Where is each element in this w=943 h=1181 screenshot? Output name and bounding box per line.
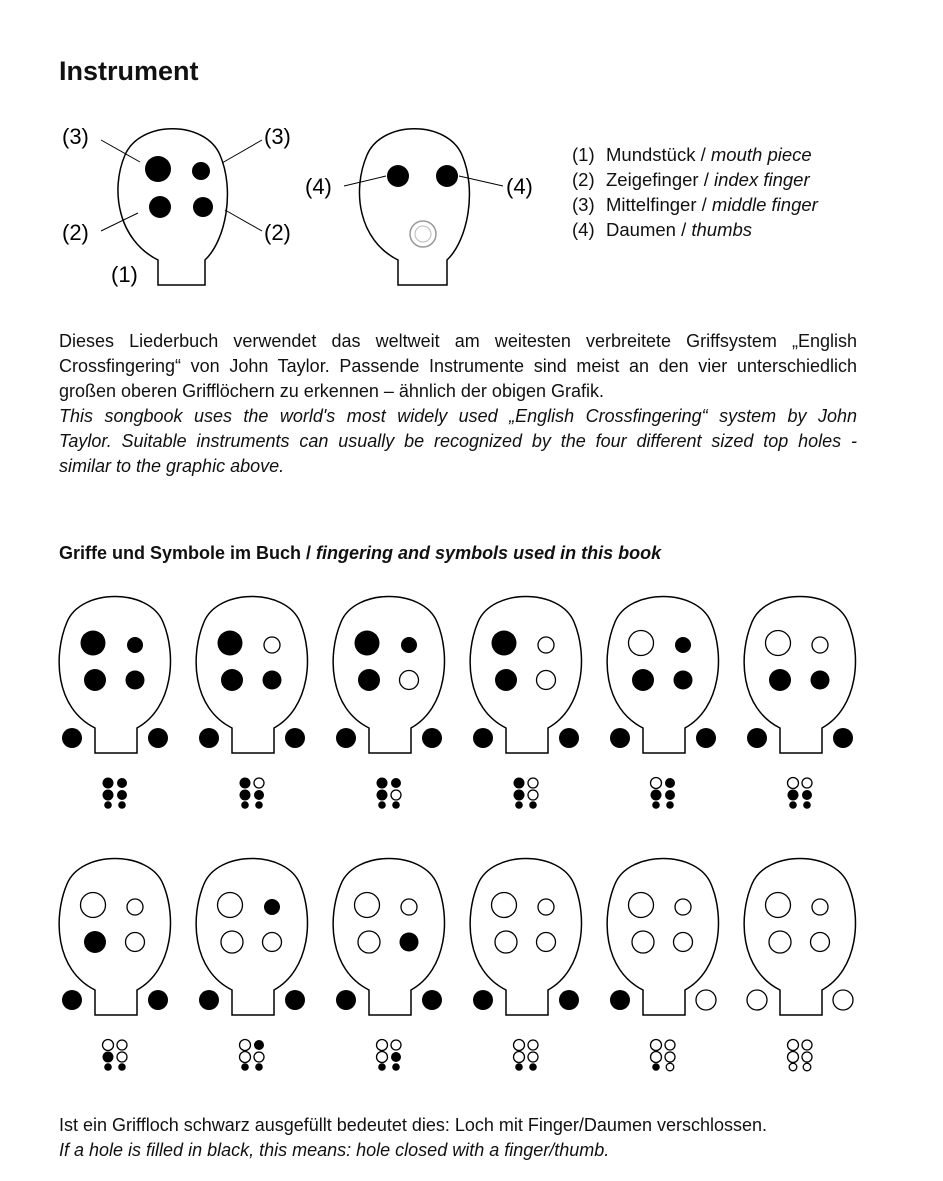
hole-left-bottom — [84, 669, 106, 691]
mini-hole — [117, 778, 127, 788]
thumb-hole-left — [610, 990, 630, 1010]
hole-small-right — [812, 637, 828, 653]
mini-thumb — [652, 801, 660, 809]
mini-thumb — [803, 1063, 811, 1071]
thumb-hole-left — [747, 728, 767, 748]
mini-hole — [514, 1040, 525, 1051]
thumb-hole-left — [336, 728, 356, 748]
hole-left-bottom — [769, 931, 791, 953]
fingering-10 — [470, 859, 581, 1071]
mini-hole — [788, 778, 799, 789]
fingering-symbol — [788, 1040, 813, 1071]
thumb-hole-left — [387, 165, 409, 187]
hole-left-bottom — [358, 669, 380, 691]
mini-hole — [651, 1040, 662, 1051]
mini-hole — [802, 1052, 812, 1062]
mini-hole — [788, 1052, 799, 1063]
hole-left-bottom — [221, 669, 243, 691]
mini-thumb — [666, 1063, 674, 1071]
mini-hole — [377, 1040, 388, 1051]
thumb-hole-right — [436, 165, 458, 187]
fingering-symbol — [651, 778, 676, 809]
fingering-symbol — [651, 1040, 676, 1071]
mini-thumb — [515, 1063, 523, 1071]
intro-paragraph-german: Dieses Liederbuch verwendet das weltweit am weitesten verbreitete Griffsystem „English Crossfingering“ von John Taylor. Passende Instrumente sind meist an den vier unterschiedlich großen oberen Grifflöchern zu erkennen – ähnlich der obigen Grafik. — [59, 331, 857, 401]
fingering-symbol — [514, 1040, 539, 1071]
hole-large-left — [766, 893, 791, 918]
mini-thumb — [241, 1063, 249, 1071]
hole-left-bottom — [632, 931, 654, 953]
mini-hole — [665, 1040, 675, 1050]
fingering-5 — [607, 597, 718, 809]
thumb-hole-right — [148, 990, 168, 1010]
fingering-8 — [196, 859, 307, 1071]
mini-hole — [377, 1052, 388, 1063]
hole-left-bottom — [84, 931, 106, 953]
hole-right-bottom — [537, 933, 556, 952]
mini-thumb — [515, 801, 523, 809]
hole-small-right — [538, 637, 554, 653]
hole-large-left — [629, 631, 654, 656]
fingering-symbol — [103, 1040, 128, 1071]
mini-hole — [528, 778, 538, 788]
fingering-6 — [744, 597, 855, 809]
thumb-hole-right — [696, 728, 716, 748]
hole-small-right — [264, 899, 280, 915]
hole-right-bottom — [400, 933, 419, 952]
hole-small-right — [127, 637, 143, 653]
legend-item: (3) Mittelfinger / middle finger — [572, 194, 818, 215]
mini-hole — [117, 790, 127, 800]
thumb-hole-left — [747, 990, 767, 1010]
ocarina-back-view — [305, 129, 533, 285]
fingering-11 — [607, 859, 718, 1071]
mini-hole — [240, 1052, 251, 1063]
hole-small-right — [812, 899, 828, 915]
mini-hole — [802, 790, 812, 800]
mini-hole — [514, 790, 525, 801]
mini-hole — [802, 1040, 812, 1050]
fingering-symbol — [103, 778, 128, 809]
mini-hole — [391, 1052, 401, 1062]
hole-large-left — [81, 631, 106, 656]
mini-hole — [514, 1052, 525, 1063]
hole-small-right — [401, 899, 417, 915]
thumb-hole-left — [473, 990, 493, 1010]
hole-large-left — [629, 893, 654, 918]
mini-hole — [117, 1052, 127, 1062]
ocarina-front-view — [62, 124, 291, 287]
thumb-hole-left — [199, 728, 219, 748]
hole-left-bottom — [769, 669, 791, 691]
mini-hole — [254, 790, 264, 800]
mini-hole — [514, 778, 525, 789]
hole-left-bottom — [632, 669, 654, 691]
hole-left-bottom — [495, 931, 517, 953]
mini-hole — [651, 790, 662, 801]
mini-thumb — [529, 1063, 537, 1071]
hole-right-bottom — [537, 671, 556, 690]
mini-hole — [103, 1052, 114, 1063]
thumb-hole-right — [422, 728, 442, 748]
footer-note-english: If a hole is filled in black, this means: hole closed with a finger/thumb. — [59, 1140, 610, 1160]
fingering-3 — [333, 597, 444, 809]
mini-hole — [103, 778, 114, 789]
mini-hole — [254, 778, 264, 788]
ocarina-anatomy-diagram — [0, 100, 560, 300]
label-1-mouthpiece: (1) — [111, 262, 138, 287]
label-2-left: (2) — [62, 220, 89, 245]
thumb-hole-right — [833, 728, 853, 748]
legend-item: (4) Daumen / thumbs — [572, 219, 753, 240]
mini-thumb — [118, 1063, 126, 1071]
mini-hole — [528, 1052, 538, 1062]
hole-right-bottom — [674, 933, 693, 952]
hole-right-bottom — [811, 933, 830, 952]
mini-thumb — [803, 801, 811, 809]
mini-hole — [117, 1040, 127, 1050]
fingering-symbol — [240, 778, 265, 809]
mini-thumb — [652, 1063, 660, 1071]
mini-thumb — [392, 1063, 400, 1071]
thumb-hole-left — [62, 990, 82, 1010]
hole-right-bottom — [193, 197, 213, 217]
label-3-right: (3) — [264, 124, 291, 149]
intro-paragraph-english: This songbook uses the world's most widely used „English Crossfingering“ system by John Taylor. Suitable instruments can usually be recognized by the four different sized top holes - similar to the graphic above. — [59, 406, 857, 476]
hole-small-right — [675, 899, 691, 915]
hole-large-left — [492, 893, 517, 918]
fingering-12 — [744, 859, 855, 1071]
mini-hole — [103, 790, 114, 801]
mini-thumb — [255, 801, 263, 809]
mini-hole — [240, 1040, 251, 1051]
hole-right-bottom — [263, 933, 282, 952]
thumb-hole-right — [559, 990, 579, 1010]
thumb-hole-right — [559, 728, 579, 748]
hole-large-left — [81, 893, 106, 918]
mini-hole — [254, 1052, 264, 1062]
fingering-symbol — [240, 1040, 265, 1071]
mini-hole — [528, 1040, 538, 1050]
thumb-hole-left — [62, 728, 82, 748]
fingering-symbol — [788, 778, 813, 809]
mini-thumb — [789, 1063, 797, 1071]
mini-hole — [391, 790, 401, 800]
mini-hole — [665, 790, 675, 800]
mini-hole — [103, 1040, 114, 1051]
hole-small-right — [192, 162, 210, 180]
hole-left-bottom — [358, 931, 380, 953]
mini-hole — [391, 778, 401, 788]
fingering-1 — [59, 597, 170, 809]
hole-small-right — [264, 637, 280, 653]
hole-right-bottom — [674, 671, 693, 690]
mini-hole — [802, 778, 812, 788]
hole-right-bottom — [126, 933, 145, 952]
mini-hole — [377, 790, 388, 801]
mini-hole — [377, 778, 388, 789]
hole-left-bottom — [221, 931, 243, 953]
fingering-4 — [470, 597, 581, 809]
mini-thumb — [529, 801, 537, 809]
label-2-right: (2) — [264, 220, 291, 245]
fingering-9 — [333, 859, 444, 1071]
label-3-left: (3) — [62, 124, 89, 149]
mini-hole — [665, 1052, 675, 1062]
mini-thumb — [378, 1063, 386, 1071]
thumb-hole-right — [285, 728, 305, 748]
thumb-hole-right — [422, 990, 442, 1010]
thumb-hole-left — [199, 990, 219, 1010]
fingering-chart — [0, 580, 943, 1100]
mini-hole — [788, 1040, 799, 1051]
thumb-hole-left — [336, 990, 356, 1010]
hole-right-bottom — [400, 671, 419, 690]
hole-right-bottom — [263, 671, 282, 690]
hole-large-left — [218, 631, 243, 656]
hole-left-bottom — [149, 196, 171, 218]
thumb-hole-left — [610, 728, 630, 748]
mini-thumb — [392, 801, 400, 809]
legend-item: (1) Mundstück / mouth piece — [572, 144, 812, 165]
hole-large-left — [492, 631, 517, 656]
thumb-hole-left — [473, 728, 493, 748]
hole-small-right — [401, 637, 417, 653]
mini-hole — [651, 778, 662, 789]
mini-hole — [665, 778, 675, 788]
label-4-left: (4) — [305, 174, 332, 199]
thumb-hole-right — [833, 990, 853, 1010]
hole-large-left — [766, 631, 791, 656]
thumb-hole-right — [148, 728, 168, 748]
page-title: Instrument — [59, 56, 199, 86]
hole-right-bottom — [811, 671, 830, 690]
hole-legend — [572, 142, 818, 242]
mini-thumb — [118, 801, 126, 809]
mini-hole — [651, 1052, 662, 1063]
hole-large-left — [218, 893, 243, 918]
section-heading: Griffe und Symbole im Buch / fingering and symbols used in this book — [59, 543, 662, 563]
fingering-2 — [196, 597, 307, 809]
hole-large-left — [355, 893, 380, 918]
hole-large-left — [355, 631, 380, 656]
mini-hole — [788, 790, 799, 801]
hole-small-right — [675, 637, 691, 653]
footer-note-german: Ist ein Griffloch schwarz ausgefüllt bedeutet dies: Loch mit Finger/Daumen verschlossen. — [59, 1115, 768, 1135]
mini-hole — [528, 790, 538, 800]
mini-thumb — [104, 801, 112, 809]
mini-hole — [240, 790, 251, 801]
hole-left-bottom — [495, 669, 517, 691]
legend-item: (2) Zeigefinger / index finger — [572, 169, 810, 190]
label-4-right: (4) — [506, 174, 533, 199]
hole-large-left — [145, 156, 171, 182]
mini-thumb — [255, 1063, 263, 1071]
mini-thumb — [378, 801, 386, 809]
mini-thumb — [666, 801, 674, 809]
mini-hole — [240, 778, 251, 789]
thumb-hole-right — [285, 990, 305, 1010]
thumb-hole-right — [696, 990, 716, 1010]
fingering-7 — [59, 859, 170, 1071]
fingering-symbol — [377, 778, 402, 809]
hole-small-right — [538, 899, 554, 915]
hole-right-bottom — [126, 671, 145, 690]
mini-hole — [254, 1040, 264, 1050]
mini-thumb — [789, 801, 797, 809]
fingering-symbol — [514, 778, 539, 809]
mini-thumb — [104, 1063, 112, 1071]
mini-hole — [391, 1040, 401, 1050]
mini-thumb — [241, 801, 249, 809]
fingering-symbol — [377, 1040, 402, 1071]
hole-small-right — [127, 899, 143, 915]
